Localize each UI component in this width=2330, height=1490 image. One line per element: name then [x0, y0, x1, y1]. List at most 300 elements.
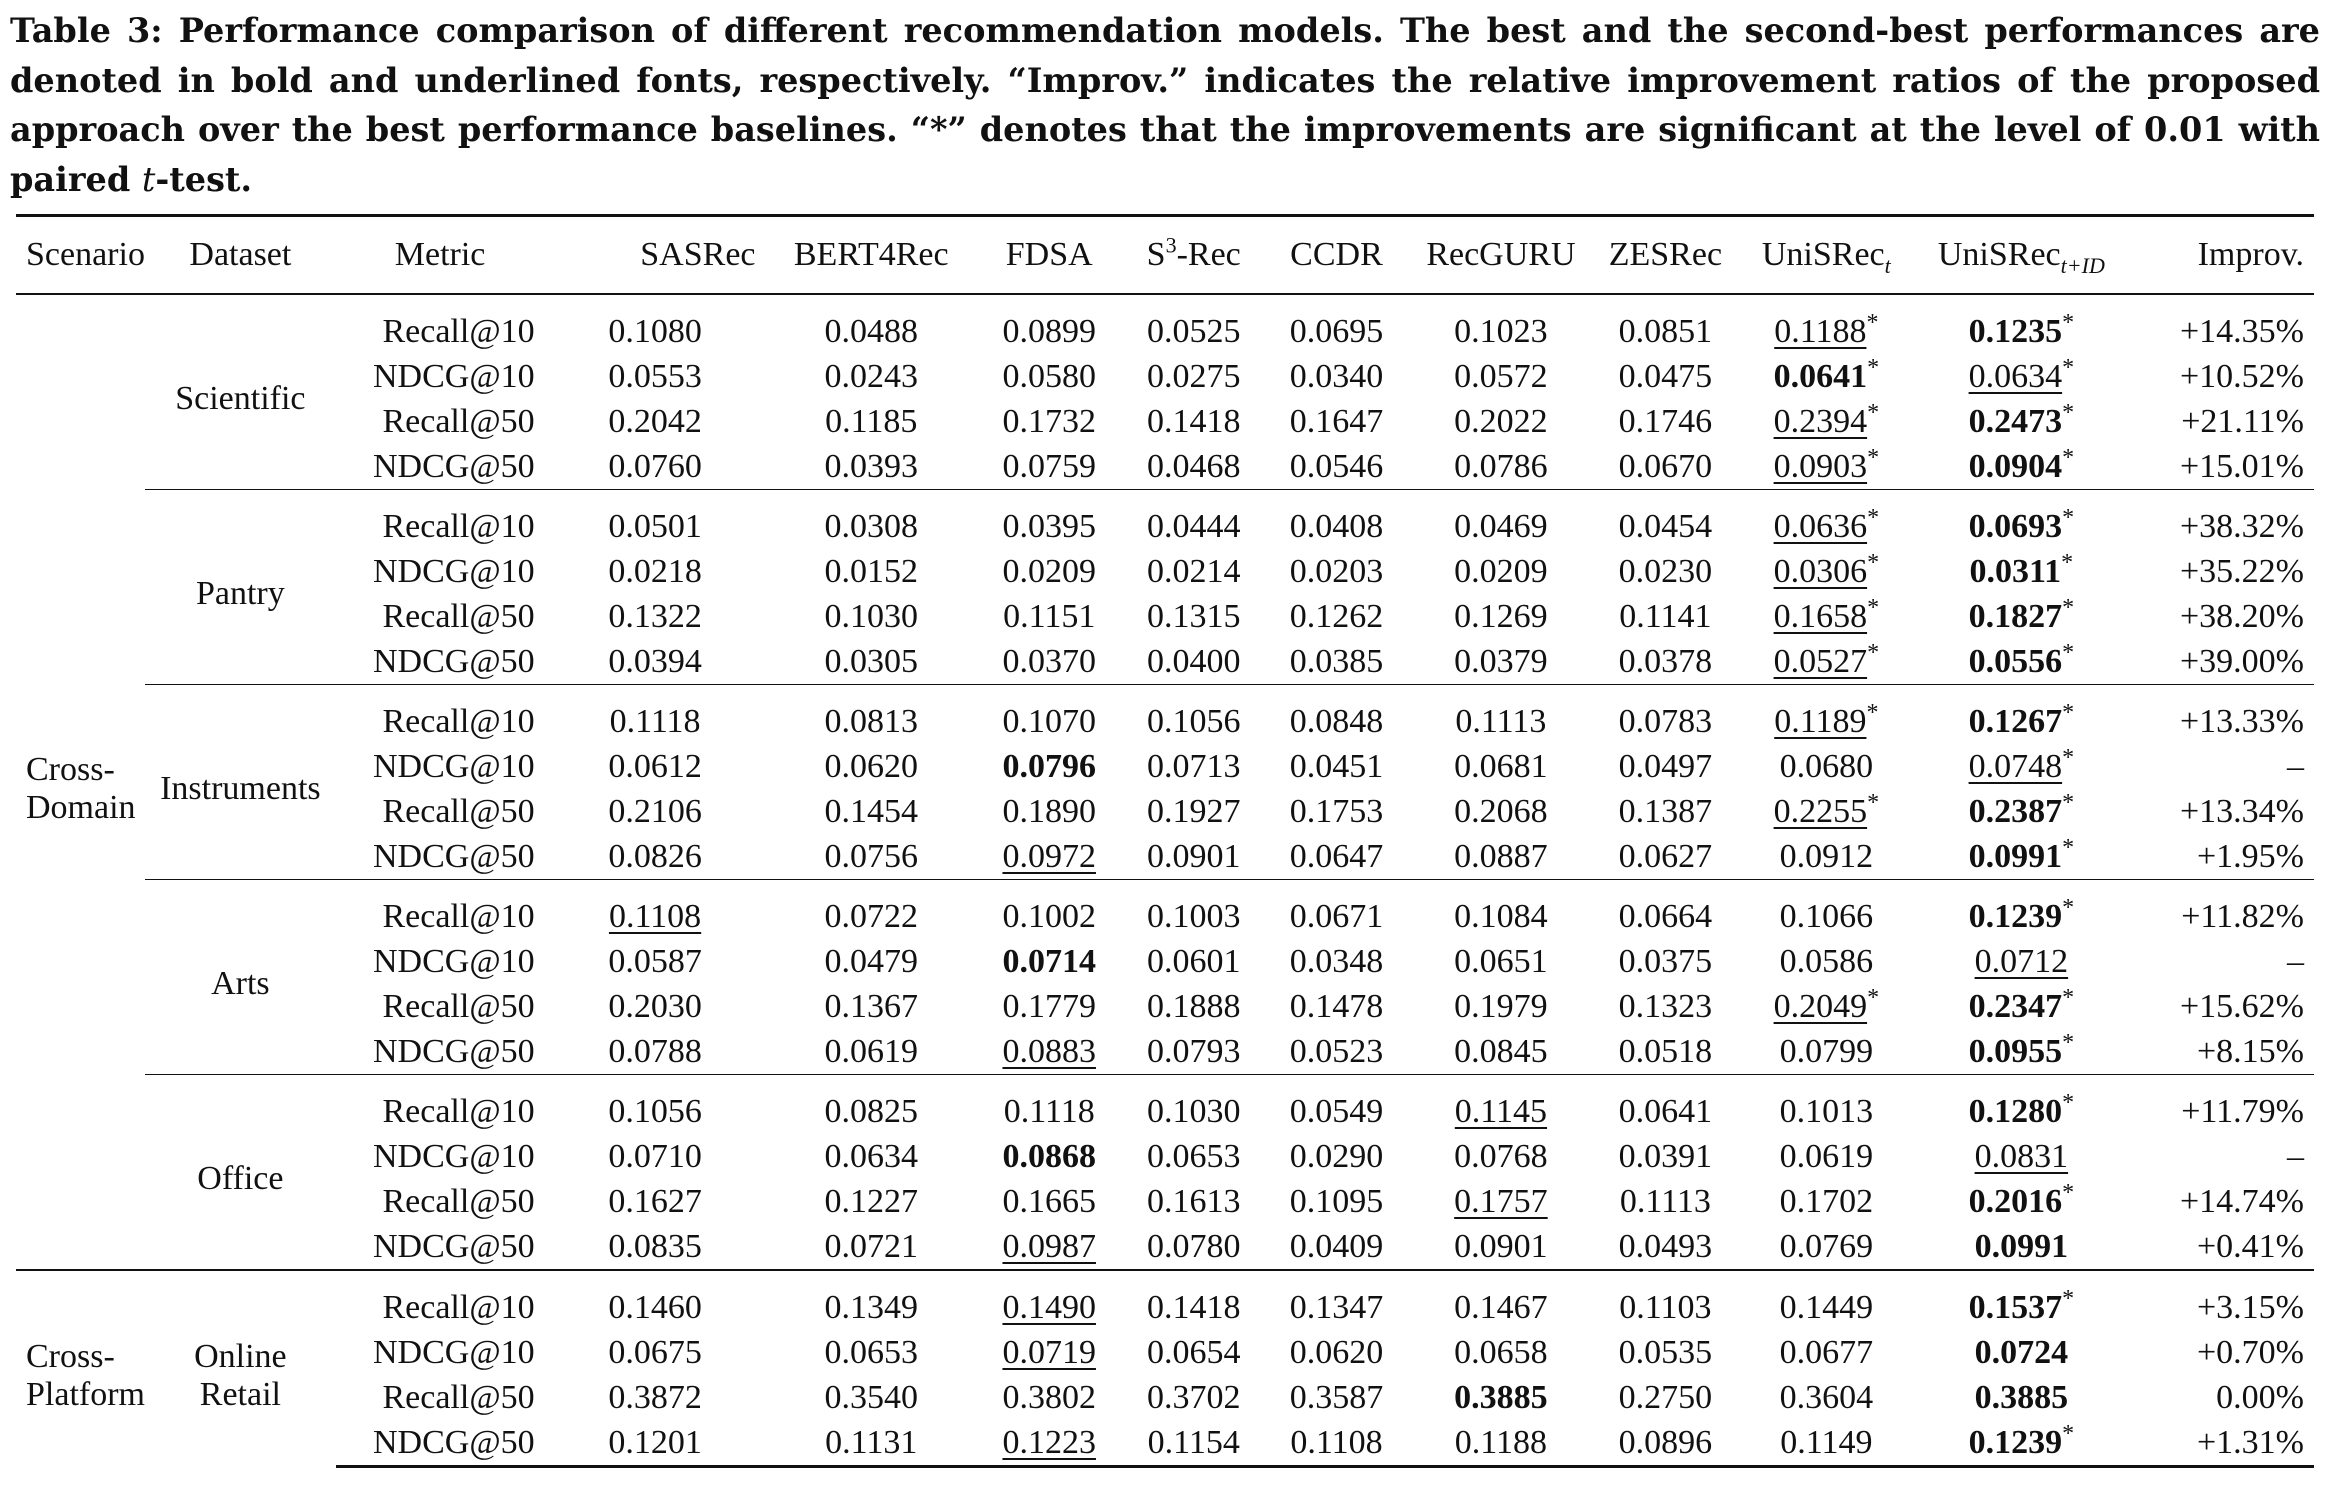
improv-cell: –	[2287, 748, 2304, 785]
dataset-name-line1: Pantry	[195, 575, 285, 612]
value-cell	[977, 685, 1122, 745]
significance-star: *	[2062, 505, 2075, 531]
value-cell	[1595, 1075, 1736, 1135]
value-cell	[1121, 294, 1266, 354]
value-cell	[1595, 1029, 1736, 1075]
value-number: 0.0619	[1779, 1138, 1874, 1175]
value-cell	[1595, 354, 1736, 399]
value-cell	[1266, 549, 1407, 594]
header-scenario: Scenario	[26, 236, 145, 273]
value-number: 0.0311	[1969, 553, 2062, 590]
value-cell	[1121, 1179, 1266, 1224]
improv-cell: +10.52%	[2180, 358, 2304, 395]
metric-cell: Recall@50	[382, 598, 535, 635]
improv-cell: +13.34%	[2180, 793, 2304, 830]
dataset-cell	[145, 880, 335, 1075]
significance-star: *	[2062, 310, 2075, 336]
value-cell	[766, 1134, 977, 1179]
value-cell	[1121, 399, 1266, 444]
significance-star: *	[1867, 400, 1880, 426]
value-cell	[545, 1134, 766, 1179]
value-cell	[1736, 639, 1917, 685]
value-cell	[1595, 1420, 1736, 1467]
scenario-name-line2: Domain	[26, 789, 136, 826]
value-cell	[1266, 1179, 1407, 1224]
value-cell	[1121, 1330, 1266, 1375]
value-number: 0.3540	[824, 1379, 918, 1416]
value-cell	[1736, 984, 1917, 1029]
value-cell	[977, 444, 1122, 490]
value-cell	[977, 490, 1122, 550]
value-cell	[545, 490, 766, 550]
improv-cell: +8.15%	[2197, 1033, 2304, 1070]
header-recguru: RecGURU	[1426, 236, 1576, 273]
value-cell	[1407, 444, 1595, 490]
value-number: 0.0493	[1618, 1228, 1713, 1265]
significance-star: *	[1867, 640, 1880, 666]
scenario-name-line1: Cross-	[26, 1337, 115, 1375]
value-cell	[977, 399, 1122, 444]
value-number: 0.0826	[608, 838, 702, 875]
value-cell	[1595, 1270, 1736, 1330]
value-number: 0.0479	[824, 943, 918, 980]
dataset-name-line1: Office	[197, 1160, 284, 1197]
dataset-name-line1: Arts	[211, 965, 270, 1002]
value-cell	[1266, 880, 1407, 940]
value-number: 0.1537	[1968, 1289, 2063, 1326]
value-cell	[1407, 1375, 1595, 1420]
significance-star: *	[2062, 1090, 2075, 1116]
value-number: 0.3702	[1146, 1379, 1241, 1416]
value-number: 0.1367	[824, 988, 918, 1025]
value-number: 0.0654	[1146, 1334, 1241, 1371]
value-cell	[1736, 1420, 1917, 1467]
value-cell	[1595, 880, 1736, 940]
value-cell	[1736, 1029, 1917, 1075]
value-number: 0.1262	[1289, 598, 1384, 635]
value-cell	[545, 744, 766, 789]
value-number: 0.1013	[1779, 1093, 1874, 1130]
value-cell	[1407, 1134, 1595, 1179]
header-row	[16, 216, 2314, 295]
value-number: 0.0305	[824, 643, 918, 680]
value-number: 0.1779	[1002, 988, 1096, 1025]
value-cell	[1407, 294, 1595, 354]
value-number: 0.1154	[1147, 1424, 1240, 1461]
value-number: 0.0549	[1289, 1093, 1384, 1130]
value-cell	[1736, 399, 1917, 444]
value-cell	[766, 549, 977, 594]
value-cell	[1121, 685, 1266, 745]
value-number: 0.1322	[608, 598, 702, 635]
significance-star: *	[1867, 550, 1880, 576]
dataset-cell	[145, 294, 335, 490]
value-cell	[1736, 594, 1917, 639]
value-cell	[1266, 1075, 1407, 1135]
value-number: 0.1108	[608, 898, 702, 935]
table-row	[16, 354, 2314, 399]
value-number: 0.2068	[1454, 793, 1548, 830]
value-cell	[1736, 744, 1917, 789]
value-number: 0.1223	[1002, 1424, 1096, 1461]
value-cell	[1595, 490, 1736, 550]
value-cell	[545, 834, 766, 880]
value-cell	[1917, 399, 2126, 444]
value-number: 0.0546	[1289, 448, 1384, 485]
value-number: 0.0793	[1146, 1033, 1241, 1070]
table-row	[16, 685, 2314, 745]
value-number: 0.2030	[608, 988, 702, 1025]
metric-cell: Recall@10	[336, 1270, 545, 1330]
value-number: 0.3604	[1779, 1379, 1874, 1416]
value-number: 0.1141	[1619, 598, 1712, 635]
improv-cell: +38.32%	[2126, 490, 2314, 550]
value-number: 0.0152	[824, 553, 918, 590]
value-number: 0.0760	[608, 448, 702, 485]
significance-star: *	[2062, 745, 2075, 771]
significance-star: *	[2062, 1030, 2075, 1056]
improv-cell: +15.01%	[2180, 448, 2304, 485]
value-number: 0.0759	[1002, 448, 1096, 485]
value-cell	[1266, 1375, 1407, 1420]
significance-star: *	[1867, 595, 1880, 621]
value-number: 0.0306	[1773, 553, 1868, 590]
value-cell	[766, 1224, 977, 1270]
value-cell	[545, 549, 766, 594]
value-number: 0.1387	[1618, 793, 1713, 830]
value-cell	[766, 1270, 977, 1330]
value-cell	[1407, 744, 1595, 789]
value-number: 0.1280	[1968, 1093, 2063, 1130]
value-cell	[1407, 789, 1595, 834]
value-cell	[1595, 1375, 1736, 1420]
value-number: 0.1235	[1968, 313, 2063, 350]
significance-star: *	[2062, 445, 2075, 471]
table-row	[16, 939, 2314, 984]
value-number: 0.0796	[1002, 748, 1096, 785]
metric-cell: Recall@50	[382, 988, 535, 1025]
value-cell	[1266, 639, 1407, 685]
improv-cell: +39.00%	[2180, 643, 2304, 680]
value-number: 0.1347	[1289, 1289, 1384, 1326]
value-number: 0.3885	[1974, 1379, 2069, 1416]
improv-cell: +13.33%	[2126, 685, 2314, 745]
significance-star: *	[2062, 1421, 2075, 1447]
dataset-cell	[145, 1075, 335, 1271]
value-number: 0.0868	[1002, 1138, 1096, 1175]
value-number: 0.0375	[1618, 943, 1713, 980]
value-cell	[977, 294, 1122, 354]
significance-star: *	[1867, 355, 1880, 381]
value-number: 0.0799	[1779, 1033, 1874, 1070]
value-number: 0.1269	[1454, 598, 1548, 635]
value-cell	[1595, 1224, 1736, 1270]
value-cell	[766, 1330, 977, 1375]
significance-star: *	[2062, 985, 2075, 1011]
value-number: 0.0394	[608, 643, 702, 680]
value-number: 0.0899	[1002, 313, 1096, 350]
value-number: 0.0671	[1289, 898, 1384, 935]
value-number: 0.3802	[1002, 1379, 1096, 1416]
value-cell	[1266, 1029, 1407, 1075]
value-number: 0.0695	[1289, 313, 1384, 350]
value-number: 0.2255	[1773, 793, 1868, 830]
value-number: 0.0675	[608, 1334, 702, 1371]
value-cell	[1736, 294, 1917, 354]
value-number: 0.2347	[1968, 988, 2063, 1025]
value-cell	[1595, 834, 1736, 880]
value-number: 0.0612	[608, 748, 702, 785]
value-number: 0.1145	[1454, 1093, 1548, 1130]
table-row	[16, 1029, 2314, 1075]
value-cell	[1736, 1270, 1917, 1330]
dataset-name-line1: Scientific	[175, 380, 306, 417]
value-number: 0.0218	[608, 553, 702, 590]
header-ccdr: CCDR	[1290, 236, 1383, 273]
value-cell	[1266, 1224, 1407, 1270]
table-row	[16, 594, 2314, 639]
value-cell	[545, 594, 766, 639]
table-row	[16, 1179, 2314, 1224]
value-cell	[1121, 594, 1266, 639]
value-number: 0.0719	[1002, 1334, 1096, 1371]
value-cell	[766, 444, 977, 490]
value-number: 0.0209	[1002, 553, 1096, 590]
caption-text-end: -test.	[155, 159, 253, 199]
header-fdsa: FDSA	[1005, 236, 1093, 273]
value-cell	[545, 984, 766, 1029]
value-cell	[1917, 1330, 2126, 1375]
value-number: 0.1888	[1146, 988, 1241, 1025]
metric-cell: NDCG@10	[372, 1138, 535, 1175]
value-number: 0.3872	[608, 1379, 702, 1416]
value-number: 0.1185	[825, 403, 918, 440]
value-cell	[545, 1330, 766, 1375]
metric-cell: NDCG@10	[372, 1334, 535, 1371]
table-row	[16, 490, 2314, 550]
value-cell	[766, 1075, 977, 1135]
value-number: 0.0641	[1618, 1093, 1713, 1130]
caption-text: Performance comparison of different recommendation models. The best and the second-best performances are denoted in bold and underlined fonts, respectively. “Improv.” indicates the relative improvement ratios of the proposed approach over the best performance baselines. “*” denotes that the improvements are significant at the level of 0.01 with paired	[10, 11, 2320, 199]
metric-cell: Recall@10	[382, 313, 535, 350]
table-row	[16, 1134, 2314, 1179]
value-cell	[545, 444, 766, 490]
value-number: 0.0400	[1146, 643, 1241, 680]
value-number: 0.0769	[1779, 1228, 1874, 1265]
table-row	[16, 639, 2314, 685]
value-number: 0.0786	[1454, 448, 1548, 485]
value-number: 0.1665	[1002, 1183, 1096, 1220]
table-row	[16, 1330, 2314, 1375]
table-row	[16, 444, 2314, 490]
value-number: 0.1757	[1454, 1183, 1548, 1220]
value-cell	[977, 1330, 1122, 1375]
value-cell	[1407, 639, 1595, 685]
significance-star: *	[2062, 700, 2075, 726]
value-cell	[545, 1224, 766, 1270]
value-number: 0.0780	[1146, 1228, 1241, 1265]
value-cell	[1121, 789, 1266, 834]
table-row	[16, 294, 2314, 354]
dataset-name-line2: Retail	[199, 1375, 281, 1413]
metric-cell: NDCG@50	[372, 1228, 535, 1265]
value-number: 0.1149	[1780, 1424, 1873, 1461]
value-number: 0.2049	[1773, 988, 1868, 1025]
value-number: 0.1113	[1619, 1183, 1711, 1220]
value-number: 0.1239	[1968, 898, 2063, 935]
value-cell	[1595, 444, 1736, 490]
value-number: 0.0393	[824, 448, 918, 485]
value-cell	[1407, 1179, 1595, 1224]
value-cell	[766, 939, 977, 984]
significance-star: *	[2062, 400, 2075, 426]
caption-label: Table 3:	[10, 11, 163, 50]
value-cell	[545, 880, 766, 940]
value-number: 0.1030	[1146, 1093, 1241, 1130]
value-number: 0.0378	[1618, 643, 1713, 680]
value-number: 0.1103	[1619, 1289, 1712, 1326]
value-cell	[545, 1270, 766, 1330]
value-number: 0.0391	[1618, 1138, 1713, 1175]
value-number: 0.1753	[1289, 793, 1384, 830]
results-table-container	[16, 214, 2314, 1468]
dataset-cell	[145, 1270, 335, 1467]
significance-star: *	[1866, 310, 1879, 336]
value-number: 0.1349	[824, 1289, 918, 1326]
results-table	[16, 214, 2314, 1468]
value-number: 0.0469	[1454, 508, 1548, 545]
improv-cell: –	[2287, 943, 2304, 980]
table-row	[16, 984, 2314, 1029]
significance-star: *	[2062, 790, 2075, 816]
value-number: 0.0670	[1618, 448, 1713, 485]
table-row	[16, 549, 2314, 594]
value-number: 0.0518	[1618, 1033, 1713, 1070]
metric-cell: NDCG@10	[372, 748, 535, 785]
value-number: 0.1732	[1002, 403, 1096, 440]
value-cell	[1736, 490, 1917, 550]
value-cell	[977, 1179, 1122, 1224]
value-cell	[1736, 444, 1917, 490]
value-number: 0.3587	[1289, 1379, 1384, 1416]
metric-cell: Recall@50	[382, 403, 535, 440]
value-number: 0.0408	[1289, 508, 1384, 545]
value-cell	[1595, 549, 1736, 594]
value-number: 0.1323	[1618, 988, 1713, 1025]
header-sasrec: SASRec	[640, 236, 756, 273]
value-number: 0.0527	[1773, 643, 1868, 680]
value-cell	[766, 1375, 977, 1420]
value-number: 0.0619	[824, 1033, 918, 1070]
value-cell	[1121, 1134, 1266, 1179]
value-number: 0.0903	[1773, 448, 1868, 485]
value-number: 0.0651	[1454, 943, 1548, 980]
value-cell	[545, 639, 766, 685]
table-row	[16, 744, 2314, 789]
improv-cell: +15.62%	[2180, 988, 2304, 1025]
metric-cell: NDCG@10	[372, 358, 535, 395]
value-number: 0.1108	[1290, 1424, 1383, 1461]
metric-cell: NDCG@50	[372, 1033, 535, 1070]
value-cell	[1121, 1420, 1266, 1467]
value-number: 0.1227	[824, 1183, 918, 1220]
value-cell	[1736, 685, 1917, 745]
value-number: 0.0724	[1974, 1334, 2069, 1371]
value-number: 0.2394	[1773, 403, 1868, 440]
value-number: 0.0677	[1779, 1334, 1874, 1371]
table-row	[16, 1075, 2314, 1135]
value-number: 0.1080	[608, 313, 702, 350]
value-number: 0.2473	[1968, 403, 2063, 440]
value-cell	[1917, 1420, 2126, 1467]
value-cell	[1407, 685, 1595, 745]
value-cell	[1407, 399, 1595, 444]
value-cell	[1407, 1270, 1595, 1330]
value-cell	[1121, 354, 1266, 399]
value-cell	[977, 1224, 1122, 1270]
value-number: 0.0825	[824, 1093, 918, 1130]
significance-star: *	[2062, 1286, 2075, 1312]
value-cell	[1917, 1134, 2126, 1179]
value-number: 0.0348	[1289, 943, 1384, 980]
value-cell	[1736, 354, 1917, 399]
value-number: 0.0748	[1968, 748, 2063, 785]
value-number: 0.1460	[608, 1289, 702, 1326]
value-cell	[545, 1075, 766, 1135]
value-number: 0.0713	[1146, 748, 1241, 785]
value-cell	[1917, 834, 2126, 880]
value-number: 0.0693	[1968, 508, 2063, 545]
value-cell	[1736, 549, 1917, 594]
value-cell	[1121, 880, 1266, 940]
value-cell	[1595, 939, 1736, 984]
value-cell	[1266, 939, 1407, 984]
dataset-cell	[145, 685, 335, 880]
value-number: 0.1189	[1774, 703, 1867, 740]
value-number: 0.1449	[1779, 1289, 1874, 1326]
header-s3rec-sup: 3	[1165, 232, 1177, 258]
value-cell	[1917, 1075, 2126, 1135]
value-number: 0.0912	[1779, 838, 1874, 875]
value-number: 0.0641	[1773, 358, 1868, 395]
value-number: 0.1927	[1146, 793, 1241, 830]
value-cell	[1407, 1224, 1595, 1270]
value-cell	[1121, 1029, 1266, 1075]
value-cell	[545, 354, 766, 399]
value-number: 0.0370	[1002, 643, 1096, 680]
value-cell	[1266, 744, 1407, 789]
value-number: 0.0523	[1289, 1033, 1384, 1070]
header-unisrec-tid-base: UniSRec	[1937, 236, 2061, 273]
value-number: 0.0721	[824, 1228, 918, 1265]
value-number: 0.0209	[1454, 553, 1548, 590]
value-number: 0.0572	[1454, 358, 1548, 395]
value-number: 0.0379	[1454, 643, 1548, 680]
table-row	[16, 880, 2314, 940]
value-cell	[1917, 939, 2126, 984]
table-row	[16, 399, 2314, 444]
metric-cell: Recall@50	[382, 793, 535, 830]
value-cell	[766, 594, 977, 639]
value-cell	[1917, 444, 2126, 490]
value-number: 0.2106	[608, 793, 702, 830]
metric-cell: Recall@10	[336, 1075, 545, 1135]
value-number: 0.0653	[1146, 1138, 1241, 1175]
value-number: 0.1070	[1002, 703, 1096, 740]
significance-star: *	[1866, 700, 1879, 726]
value-cell	[545, 1375, 766, 1420]
value-number: 0.1113	[1455, 703, 1547, 740]
